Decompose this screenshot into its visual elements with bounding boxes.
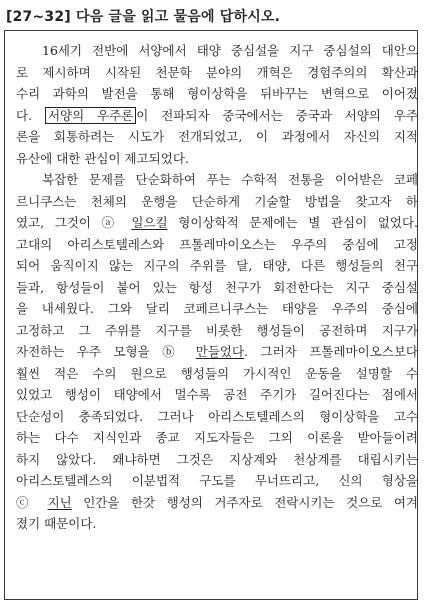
passage-line: 론을 회통하려는 시도가 전개되었고, 이 과정에서 자신의 지적 bbox=[16, 129, 418, 144]
passage-line: 복잡한 문제를 단순화하여 푸는 수학적 전통을 이어받은 코페 bbox=[42, 172, 418, 187]
circled-letter-marker: ⓐ bbox=[101, 215, 132, 230]
passage-line: 였고, 그것이 ⓐ 일으킬 형이상학적 문제에는 별 관심이 없었다. bbox=[16, 215, 418, 230]
underlined-word: 일으킬 bbox=[131, 215, 168, 230]
passage-line: 하지 않았다. 왜냐하면 그것은 지상계와 천상계를 대립시키는 bbox=[16, 451, 418, 467]
passage-line: 되어 움직이지 않는 지구의 주위를 달, 태양, 다른 행성들의 천구 bbox=[16, 258, 418, 273]
boxed-term: 서양의 우주론 bbox=[45, 107, 136, 124]
passage-line: 아리스토텔레스의 이분법적 구도를 무너뜨리고, 신의 형상을 bbox=[16, 473, 418, 488]
passage-line: 자전하는 우주 모형을 ⓑ 만들었다. 그러자 프톨레마이오스보다 bbox=[16, 344, 418, 359]
passage-line: 훨씬 적은 수의 원으로 행성들의 가시적인 운동을 설명할 수 bbox=[16, 365, 418, 381]
passage-line: 들과, 항성들이 붙어 있는 항성 천구가 회전한다는 지구 중심설 bbox=[16, 279, 418, 295]
passage-line: 유산에 대한 관심이 제고되었다. bbox=[16, 150, 189, 166]
underlined-word: 지닌 bbox=[47, 494, 72, 510]
passage-line: 고대의 아리스토텔레스와 프톨레마이오스는 우주의 중심에 고정 bbox=[16, 236, 418, 252]
circled-letter-marker: ⓒ bbox=[16, 494, 48, 510]
passage-line: 르니쿠스는 천체의 운행을 단순하게 기술할 방법을 찾고자 하 bbox=[16, 193, 418, 209]
passage-line: 하는 다수 지식인과 종교 지도자들은 그의 이론을 받아들이려 bbox=[16, 430, 418, 445]
passage-line: 16세기 전반에 서양에서 태양 중심설을 지구 중심설의 대안으 bbox=[42, 43, 418, 58]
passage-line: 졌기 때문이다. bbox=[16, 516, 97, 531]
circled-letter-marker: ⓑ bbox=[162, 344, 196, 359]
passage-line: 로 제시하며 시작된 천문학 분야의 개혁은 경험주의의 확산과 bbox=[16, 64, 418, 80]
passage-line: 고정하고 그 주위를 지구를 비롯한 행성들이 공전하며 지구가 bbox=[16, 322, 418, 338]
passage-line: 있었고 행성이 태양에서 멀수록 공전 주기가 길어진다는 점에서 bbox=[16, 387, 418, 402]
passage-line: 수리 과학의 발전을 통해 형이상학을 뒤바꾸는 변혁으로 이어졌 bbox=[16, 86, 418, 101]
passage-text bbox=[16, 40, 418, 535]
passage-line: 단순성이 충족되었다. 그러나 아리스토텔레스의 형이상학을 고수 bbox=[16, 408, 418, 424]
passage-line: ⓒ 지닌 인간을 한갓 행성의 거주자로 전락시키는 것으로 여겨 bbox=[16, 494, 418, 510]
passage-line: 다. 서양의 우주론 이 전파되자 중국에서는 중국과 서양의 우주 bbox=[16, 107, 418, 123]
underlined-word: 만들었다 bbox=[195, 344, 245, 359]
question-header: [27~32] 다음 글을 읽고 물음에 답하시오. bbox=[6, 9, 281, 25]
passage-line: 을 내세웠다. 그와 달리 코페르니쿠스는 태양을 우주의 중심에 bbox=[16, 301, 418, 316]
